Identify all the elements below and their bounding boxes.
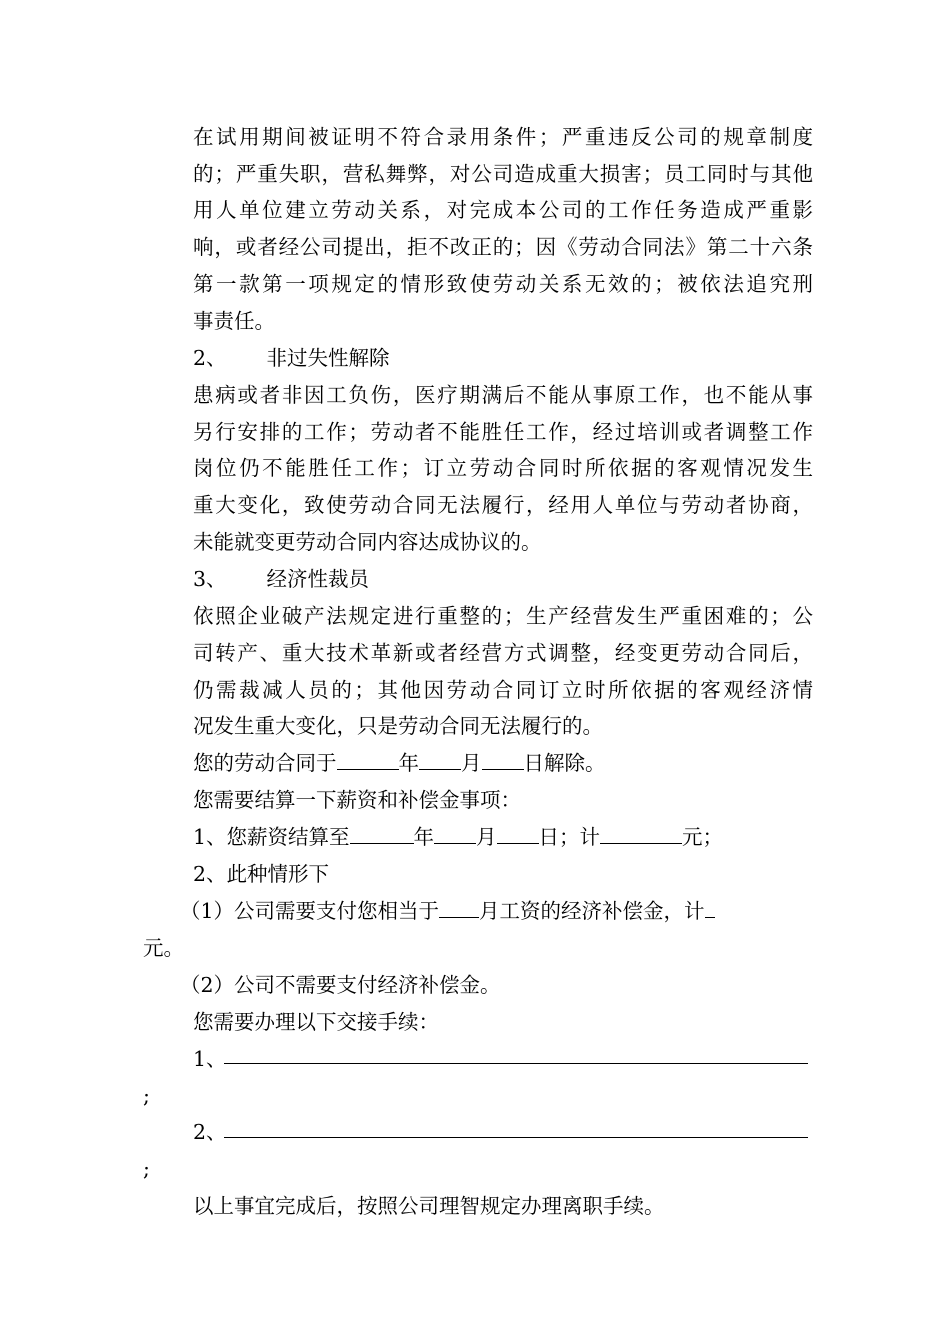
option1-prefix: （1）公司需要支付您相当于 <box>180 899 440 923</box>
paragraph-line: 仍需裁减人员的；其他因劳动合同订立时所依据的客观经济情 <box>193 678 813 702</box>
handover-item-2-line[interactable] <box>224 1137 808 1138</box>
section-title: 非过失性解除 <box>266 346 390 370</box>
salary-month-blank[interactable] <box>434 823 476 844</box>
section-number: 2、 <box>193 346 227 370</box>
months-blank[interactable] <box>439 897 479 918</box>
paragraph-line: 未能就变更劳动合同内容达成协议的。 <box>193 530 542 554</box>
section-title: 经济性裁员 <box>266 567 370 591</box>
year-label: 年 <box>398 751 419 775</box>
paragraph-line: 依照企业破产法规定进行重整的；生产经营发生严重困难的；公 <box>193 604 813 628</box>
paragraph-line: 第一款第一项规定的情形致使劳动关系无效的；被依法追究刑 <box>193 272 813 296</box>
handover-intro: 您需要办理以下交接手续： <box>193 1010 439 1034</box>
termination-suffix: 日解除。 <box>523 751 606 775</box>
month-blank[interactable] <box>419 749 461 770</box>
handover-item-1-semicolon: ; <box>143 1084 150 1108</box>
salary-month-label: 月 <box>476 825 497 849</box>
paragraph-line: 响，或者经公司提出，拒不改正的；因《劳动合同法》第二十六条 <box>193 235 813 259</box>
section-heading <box>193 565 813 593</box>
option1-end: 元。 <box>143 936 184 960</box>
paragraph-line: 患病或者非因工负伤，医疗期满后不能从事原工作，也不能从事 <box>193 383 813 407</box>
paragraph-line: 另行安排的工作；劳动者不能胜任工作，经过培训或者调整工作 <box>193 420 813 444</box>
paragraph-line: 事责任。 <box>193 309 275 333</box>
section-number: 3、 <box>193 567 227 591</box>
salary-year-label: 年 <box>413 825 435 849</box>
paragraph-line: 用人单位建立劳动关系，对完成本公司的工作任务造成严重影 <box>193 198 813 222</box>
paragraph-line: 的；严重失职，营私舞弊，对公司造成重大损害；员工同时与其他 <box>193 162 813 186</box>
paragraph-line: 司转产、重大技术革新或者经营方式调整，经变更劳动合同后， <box>193 641 813 665</box>
handover-item-1-line[interactable] <box>224 1063 808 1064</box>
termination-date-line <box>193 749 813 777</box>
compensation-option-1 <box>180 897 820 925</box>
salary-amount-blank[interactable] <box>600 823 682 844</box>
salary-yuan-label: 元； <box>682 825 724 849</box>
termination-prefix: 您的劳动合同于 <box>193 751 337 775</box>
salary-prefix: 1、您薪资结算至 <box>193 825 350 849</box>
compensation-option-2: （2）公司不需要支付经济补偿金。 <box>180 973 501 997</box>
handover-item-1-num: 1、 <box>193 1047 227 1071</box>
paragraph-line: 况发生重大变化，只是劳动合同无法履行的。 <box>193 714 603 738</box>
option1-mid: 月工资的经济补偿金，计 <box>479 899 705 923</box>
settlement-intro: 您需要结算一下薪资和补偿金事项： <box>193 788 521 812</box>
salary-day-blank[interactable] <box>497 823 539 844</box>
month-label: 月 <box>461 751 482 775</box>
salary-day-calc: 日；计 <box>538 825 601 849</box>
salary-settlement-line <box>193 823 813 851</box>
compensation-amount-blank[interactable] <box>705 897 715 918</box>
closing-text: 以上事宜完成后，按照公司理智规定办理离职手续。 <box>193 1194 665 1218</box>
paragraph-line: 岗位仍不能胜任工作；订立劳动合同时所依据的客观情况发生 <box>193 456 813 480</box>
section-heading <box>193 344 813 372</box>
handover-item-2-num: 2、 <box>193 1120 227 1144</box>
day-blank[interactable] <box>482 749 524 770</box>
paragraph-line: 重大变化，致使劳动合同无法履行，经用人单位与劳动者协商， <box>193 493 813 517</box>
handover-item-2-semicolon: ; <box>143 1157 150 1181</box>
settlement-item2: 2、此种情形下 <box>193 862 330 886</box>
paragraph-line: 在试用期间被证明不符合录用条件；严重违反公司的规章制度 <box>193 125 813 149</box>
year-blank[interactable] <box>337 749 399 770</box>
salary-year-blank[interactable] <box>350 823 414 844</box>
